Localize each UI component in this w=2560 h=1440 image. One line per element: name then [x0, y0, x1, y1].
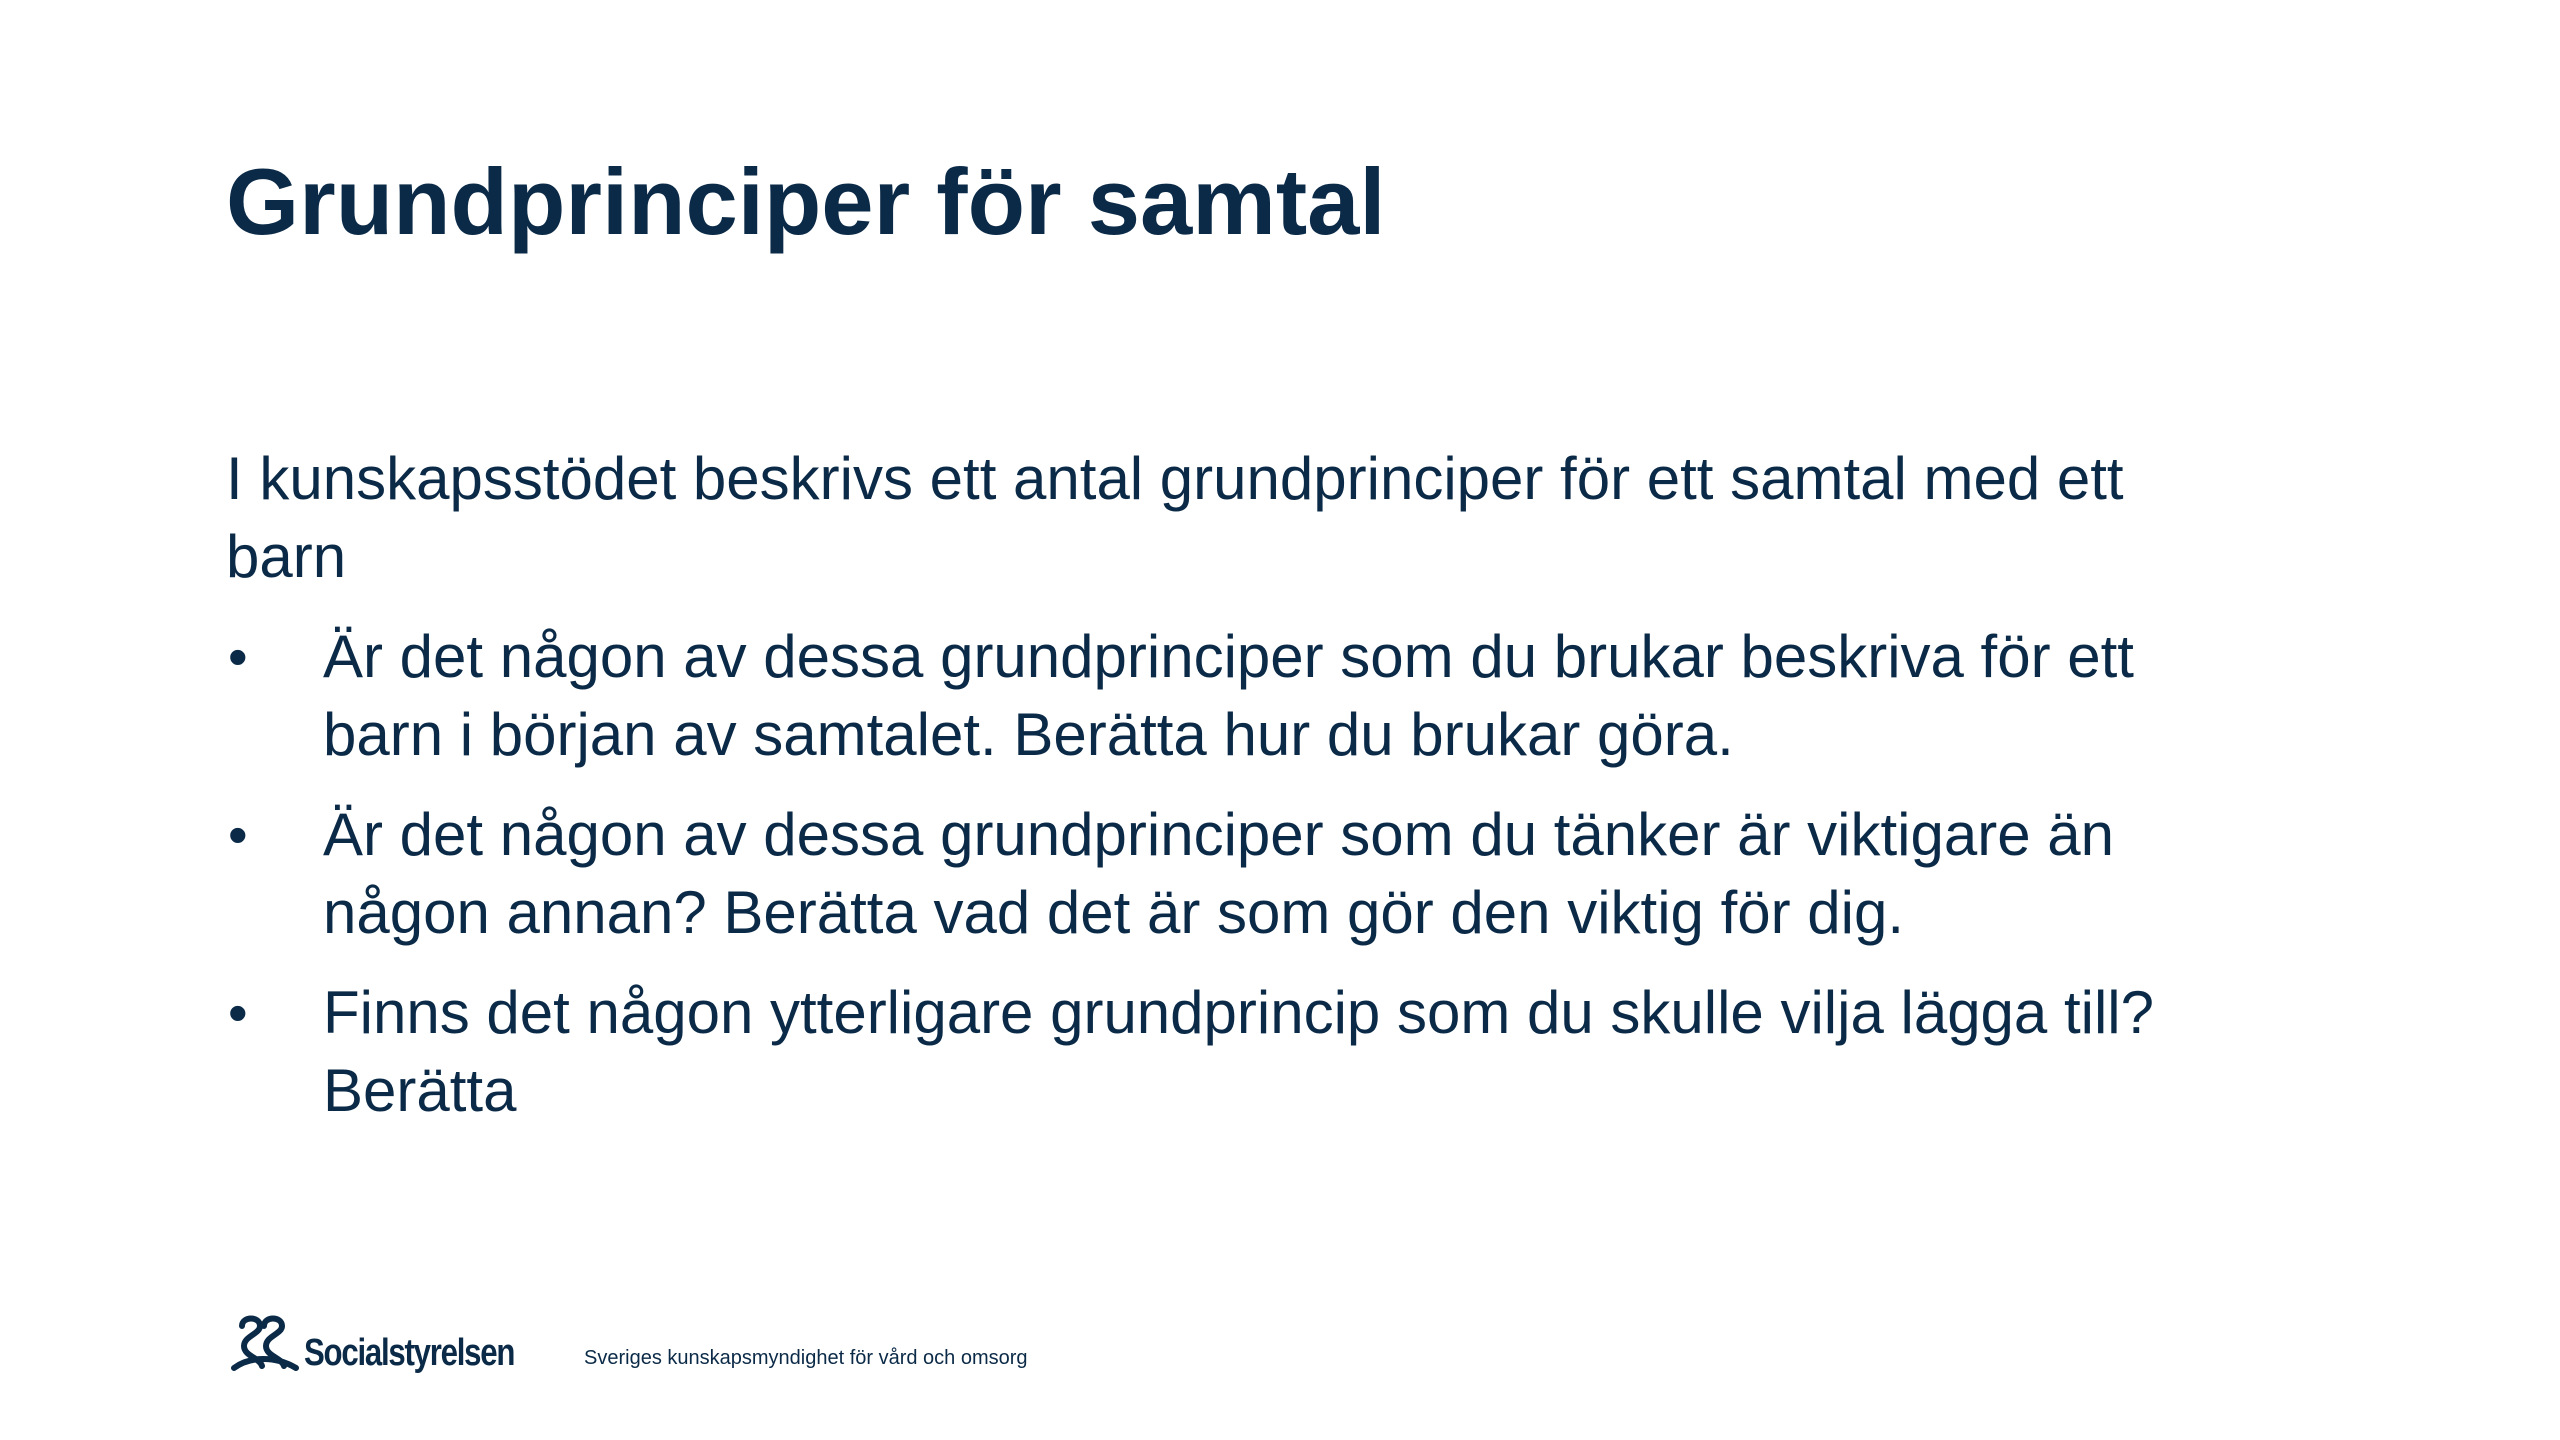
slide-body — [226, 440, 2246, 1152]
bullet-item — [226, 796, 2246, 952]
footer — [230, 1310, 1028, 1374]
logo-text: Socialstyrelsen — [304, 1332, 515, 1374]
bullet-icon: • — [228, 981, 248, 1044]
logo — [230, 1312, 560, 1374]
bullet-text: Finns det någon ytterligare grundprincip som du skulle vilja lägga till? Berätta — [323, 979, 2154, 1124]
bullet-icon: • — [228, 625, 248, 688]
bullet-icon: • — [228, 803, 248, 866]
bullet-text: Är det någon av dessa grundprinciper som du tänker är viktigare än någon annan? Berätta vad det är som gör den viktig för dig. — [323, 801, 2115, 946]
bullet-item — [226, 974, 2246, 1130]
intro-text: I kunskapsstödet beskrivs ett antal grundprinciper för ett samtal med ett barn — [226, 445, 2124, 590]
bullet-item — [226, 618, 2246, 774]
bullet-text: Är det någon av dessa grundprinciper som du brukar beskriva för ett barn i början av samtalet. Berätta hur du brukar göra. — [323, 623, 2134, 768]
bullet-list — [226, 618, 2246, 1130]
socialstyrelsen-logo-icon — [230, 1312, 300, 1374]
tagline: Sveriges kunskapsmyndighet för vård och omsorg — [584, 1347, 1028, 1369]
slide-title: Grundprinciper för samtal — [226, 149, 1386, 254]
